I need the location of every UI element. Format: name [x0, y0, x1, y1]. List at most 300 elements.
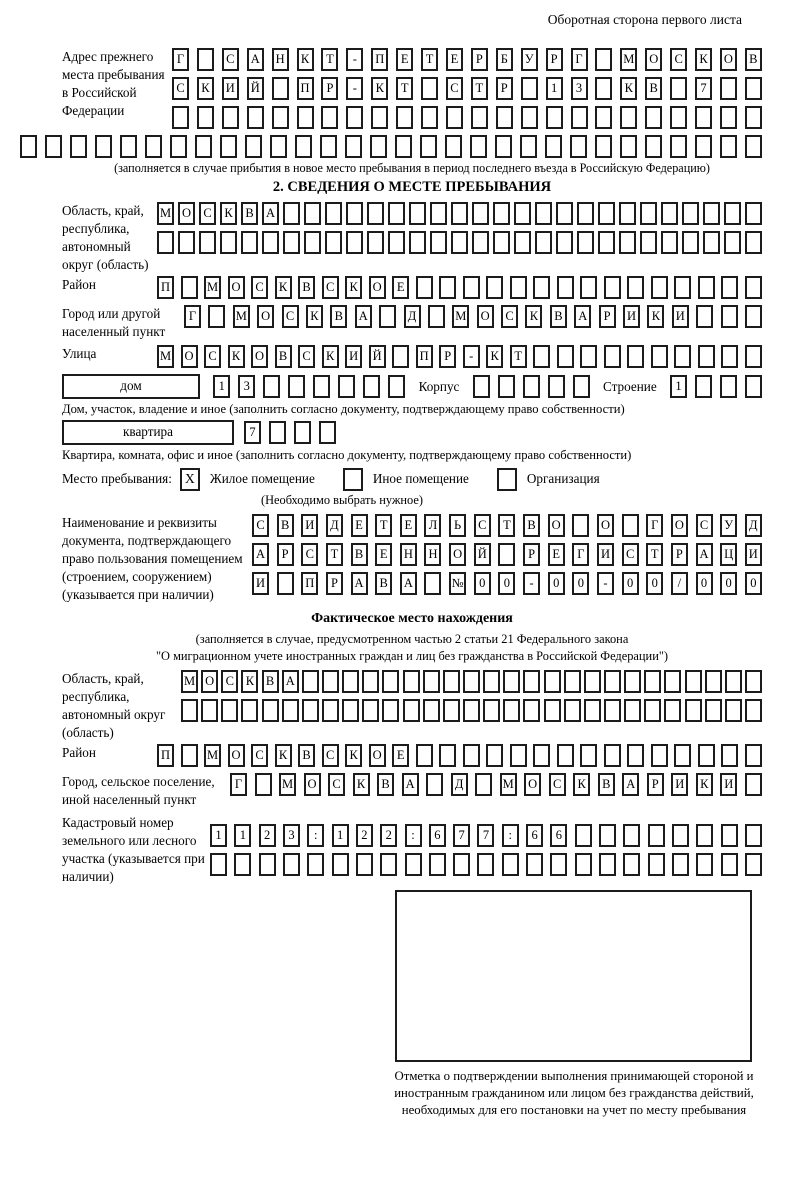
char-cell[interactable]: Р — [671, 543, 688, 566]
char-cell[interactable] — [745, 135, 762, 158]
char-cell[interactable]: М — [620, 48, 637, 71]
char-cell[interactable]: С — [670, 48, 687, 71]
char-cell[interactable]: С — [446, 77, 463, 100]
stay-type-checkbox-residential[interactable]: X — [180, 468, 200, 491]
char-cell[interactable] — [698, 345, 715, 368]
char-cell[interactable]: А — [696, 543, 713, 566]
char-cell[interactable]: Р — [439, 345, 456, 368]
char-cell[interactable]: 7 — [244, 421, 261, 444]
char-cell[interactable] — [599, 824, 616, 847]
char-cell[interactable] — [595, 106, 612, 129]
char-cell[interactable] — [405, 853, 422, 876]
char-cell[interactable] — [283, 202, 300, 225]
char-cell[interactable]: И — [720, 773, 737, 796]
char-cell[interactable] — [295, 135, 312, 158]
char-cell[interactable]: В — [745, 48, 762, 71]
char-cell[interactable] — [430, 231, 447, 254]
char-cell[interactable] — [380, 853, 397, 876]
char-cell[interactable]: Г — [230, 773, 247, 796]
char-cell[interactable] — [471, 106, 488, 129]
char-cell[interactable]: К — [353, 773, 370, 796]
char-cell[interactable] — [426, 773, 443, 796]
char-cell[interactable] — [272, 77, 289, 100]
char-cell[interactable] — [550, 853, 567, 876]
char-cell[interactable] — [453, 853, 470, 876]
char-cell[interactable] — [672, 824, 689, 847]
char-cell[interactable]: Р — [277, 543, 294, 566]
char-cell[interactable] — [288, 375, 305, 398]
char-cell[interactable]: И — [222, 77, 239, 100]
char-cell[interactable] — [362, 699, 379, 722]
char-cell[interactable] — [379, 305, 396, 328]
char-cell[interactable] — [627, 276, 644, 299]
char-cell[interactable] — [325, 202, 342, 225]
char-cell[interactable]: О — [548, 514, 565, 537]
char-cell[interactable] — [598, 231, 615, 254]
char-cell[interactable]: С — [622, 543, 639, 566]
char-cell[interactable] — [477, 853, 494, 876]
char-cell[interactable] — [388, 375, 405, 398]
char-cell[interactable] — [421, 106, 438, 129]
char-cell[interactable] — [696, 824, 713, 847]
char-cell[interactable] — [241, 231, 258, 254]
char-cell[interactable] — [745, 106, 762, 129]
char-cell[interactable]: О — [645, 48, 662, 71]
char-cell[interactable]: 1 — [546, 77, 563, 100]
char-cell[interactable] — [661, 202, 678, 225]
char-cell[interactable] — [674, 744, 691, 767]
char-cell[interactable] — [420, 135, 437, 158]
char-cell[interactable]: С — [322, 276, 339, 299]
char-cell[interactable] — [514, 231, 531, 254]
char-cell[interactable]: Р — [321, 77, 338, 100]
char-cell[interactable] — [724, 231, 741, 254]
char-cell[interactable] — [557, 345, 574, 368]
char-cell[interactable] — [283, 853, 300, 876]
char-cell[interactable]: Ь — [449, 514, 466, 537]
char-cell[interactable] — [199, 231, 216, 254]
char-cell[interactable]: Й — [247, 77, 264, 100]
char-cell[interactable]: В — [298, 744, 315, 767]
char-cell[interactable] — [546, 106, 563, 129]
char-cell[interactable] — [332, 853, 349, 876]
char-cell[interactable] — [445, 135, 462, 158]
char-cell[interactable] — [627, 345, 644, 368]
char-cell[interactable] — [685, 699, 702, 722]
char-cell[interactable]: Е — [392, 276, 409, 299]
char-cell[interactable]: Т — [396, 77, 413, 100]
char-cell[interactable] — [443, 670, 460, 693]
char-cell[interactable]: К — [306, 305, 323, 328]
char-cell[interactable] — [577, 231, 594, 254]
char-cell[interactable] — [620, 106, 637, 129]
char-cell[interactable]: К — [695, 48, 712, 71]
char-cell[interactable]: Н — [424, 543, 441, 566]
char-cell[interactable]: Т — [646, 543, 663, 566]
char-cell[interactable] — [423, 699, 440, 722]
char-cell[interactable]: А — [355, 305, 372, 328]
char-cell[interactable]: К — [371, 77, 388, 100]
char-cell[interactable] — [745, 853, 762, 876]
char-cell[interactable]: Н — [272, 48, 289, 71]
char-cell[interactable]: С — [199, 202, 216, 225]
char-cell[interactable]: А — [351, 572, 368, 595]
char-cell[interactable] — [573, 375, 590, 398]
char-cell[interactable] — [472, 202, 489, 225]
char-cell[interactable] — [294, 421, 311, 444]
char-cell[interactable]: С — [221, 670, 238, 693]
char-cell[interactable]: А — [402, 773, 419, 796]
char-cell[interactable] — [451, 202, 468, 225]
char-cell[interactable] — [670, 77, 687, 100]
char-cell[interactable] — [580, 744, 597, 767]
char-cell[interactable] — [277, 572, 294, 595]
char-cell[interactable]: 7 — [695, 77, 712, 100]
char-cell[interactable]: М — [279, 773, 296, 796]
char-cell[interactable] — [745, 670, 762, 693]
char-cell[interactable] — [721, 305, 738, 328]
char-cell[interactable] — [721, 276, 738, 299]
char-cell[interactable] — [682, 231, 699, 254]
char-cell[interactable] — [705, 699, 722, 722]
char-cell[interactable] — [698, 276, 715, 299]
char-cell[interactable] — [644, 670, 661, 693]
char-cell[interactable] — [557, 276, 574, 299]
char-cell[interactable]: В — [275, 345, 292, 368]
char-cell[interactable]: И — [597, 543, 614, 566]
char-cell[interactable] — [428, 305, 445, 328]
char-cell[interactable]: Т — [510, 345, 527, 368]
char-cell[interactable] — [564, 699, 581, 722]
char-cell[interactable]: А — [252, 543, 269, 566]
char-cell[interactable]: 2 — [356, 824, 373, 847]
char-cell[interactable] — [222, 106, 239, 129]
char-cell[interactable] — [272, 106, 289, 129]
char-cell[interactable] — [544, 670, 561, 693]
char-cell[interactable] — [302, 699, 319, 722]
char-cell[interactable]: Д — [451, 773, 468, 796]
char-cell[interactable] — [498, 375, 515, 398]
char-cell[interactable] — [120, 135, 137, 158]
char-cell[interactable]: Г — [172, 48, 189, 71]
char-cell[interactable] — [270, 135, 287, 158]
char-cell[interactable] — [604, 345, 621, 368]
char-cell[interactable] — [259, 853, 276, 876]
char-cell[interactable] — [533, 345, 550, 368]
char-cell[interactable] — [670, 135, 687, 158]
char-cell[interactable] — [698, 744, 715, 767]
char-cell[interactable] — [564, 670, 581, 693]
char-cell[interactable] — [745, 77, 762, 100]
char-cell[interactable] — [720, 77, 737, 100]
char-cell[interactable]: К — [241, 670, 258, 693]
char-cell[interactable]: 2 — [259, 824, 276, 847]
char-cell[interactable]: О — [597, 514, 614, 537]
char-cell[interactable] — [463, 670, 480, 693]
char-cell[interactable]: - — [346, 48, 363, 71]
char-cell[interactable]: : — [307, 824, 324, 847]
char-cell[interactable] — [470, 135, 487, 158]
char-cell[interactable] — [157, 231, 174, 254]
char-cell[interactable]: Е — [375, 543, 392, 566]
char-cell[interactable]: В — [298, 276, 315, 299]
char-cell[interactable]: О — [524, 773, 541, 796]
char-cell[interactable]: 0 — [622, 572, 639, 595]
char-cell[interactable]: - — [597, 572, 614, 595]
char-cell[interactable]: О — [720, 48, 737, 71]
char-cell[interactable] — [721, 853, 738, 876]
char-cell[interactable] — [580, 276, 597, 299]
char-cell[interactable]: 6 — [550, 824, 567, 847]
char-cell[interactable] — [695, 135, 712, 158]
char-cell[interactable] — [302, 670, 319, 693]
char-cell[interactable]: К — [197, 77, 214, 100]
char-cell[interactable] — [721, 744, 738, 767]
char-cell[interactable]: Т — [498, 514, 515, 537]
char-cell[interactable]: Н — [400, 543, 417, 566]
char-cell[interactable] — [595, 77, 612, 100]
char-cell[interactable]: М — [204, 276, 221, 299]
char-cell[interactable] — [510, 276, 527, 299]
char-cell[interactable] — [325, 231, 342, 254]
char-cell[interactable] — [619, 231, 636, 254]
char-cell[interactable]: К — [228, 345, 245, 368]
char-cell[interactable]: - — [523, 572, 540, 595]
char-cell[interactable]: К — [525, 305, 542, 328]
stay-type-checkbox-other[interactable] — [343, 468, 363, 491]
char-cell[interactable] — [503, 699, 520, 722]
char-cell[interactable]: К — [275, 276, 292, 299]
char-cell[interactable] — [210, 853, 227, 876]
char-cell[interactable]: О — [228, 744, 245, 767]
char-cell[interactable]: С — [222, 48, 239, 71]
char-cell[interactable] — [396, 106, 413, 129]
char-cell[interactable] — [20, 135, 37, 158]
char-cell[interactable] — [234, 853, 251, 876]
char-cell[interactable] — [526, 853, 543, 876]
char-cell[interactable] — [580, 345, 597, 368]
char-cell[interactable] — [346, 202, 363, 225]
char-cell[interactable]: О — [369, 276, 386, 299]
char-cell[interactable]: О — [201, 670, 218, 693]
char-cell[interactable]: О — [181, 345, 198, 368]
char-cell[interactable]: Й — [474, 543, 491, 566]
char-cell[interactable] — [382, 670, 399, 693]
char-cell[interactable] — [472, 231, 489, 254]
char-cell[interactable] — [695, 106, 712, 129]
char-cell[interactable] — [220, 135, 237, 158]
char-cell[interactable]: № — [449, 572, 466, 595]
char-cell[interactable]: П — [157, 744, 174, 767]
char-cell[interactable] — [720, 106, 737, 129]
char-cell[interactable]: О — [369, 744, 386, 767]
char-cell[interactable]: 0 — [548, 572, 565, 595]
char-cell[interactable] — [745, 744, 762, 767]
char-cell[interactable]: : — [405, 824, 422, 847]
char-cell[interactable] — [320, 135, 337, 158]
char-cell[interactable]: П — [297, 77, 314, 100]
char-cell[interactable] — [623, 824, 640, 847]
char-cell[interactable] — [575, 824, 592, 847]
char-cell[interactable] — [622, 514, 639, 537]
char-cell[interactable] — [572, 514, 589, 537]
stay-type-checkbox-organization[interactable] — [497, 468, 517, 491]
char-cell[interactable]: С — [251, 276, 268, 299]
char-cell[interactable] — [510, 744, 527, 767]
char-cell[interactable]: К — [620, 77, 637, 100]
char-cell[interactable]: 7 — [477, 824, 494, 847]
char-cell[interactable]: О — [449, 543, 466, 566]
char-cell[interactable]: В — [241, 202, 258, 225]
char-cell[interactable] — [70, 135, 87, 158]
char-cell[interactable] — [463, 744, 480, 767]
char-cell[interactable]: А — [622, 773, 639, 796]
char-cell[interactable] — [496, 106, 513, 129]
char-cell[interactable] — [197, 48, 214, 71]
char-cell[interactable] — [392, 345, 409, 368]
char-cell[interactable]: С — [301, 543, 318, 566]
char-cell[interactable] — [283, 231, 300, 254]
apartment-type-box[interactable]: квартира — [62, 420, 234, 445]
char-cell[interactable] — [521, 106, 538, 129]
char-cell[interactable]: М — [500, 773, 517, 796]
char-cell[interactable] — [403, 699, 420, 722]
char-cell[interactable] — [181, 699, 198, 722]
char-cell[interactable]: Е — [396, 48, 413, 71]
char-cell[interactable]: Р — [599, 305, 616, 328]
char-cell[interactable]: С — [172, 77, 189, 100]
char-cell[interactable] — [439, 276, 456, 299]
char-cell[interactable] — [514, 202, 531, 225]
char-cell[interactable]: К — [573, 773, 590, 796]
char-cell[interactable] — [367, 231, 384, 254]
char-cell[interactable] — [170, 135, 187, 158]
char-cell[interactable] — [557, 744, 574, 767]
char-cell[interactable]: Д — [404, 305, 421, 328]
char-cell[interactable] — [269, 421, 286, 444]
char-cell[interactable] — [486, 744, 503, 767]
char-cell[interactable] — [45, 135, 62, 158]
char-cell[interactable] — [345, 135, 362, 158]
char-cell[interactable] — [627, 744, 644, 767]
char-cell[interactable] — [297, 106, 314, 129]
char-cell[interactable] — [651, 276, 668, 299]
char-cell[interactable] — [520, 135, 537, 158]
char-cell[interactable] — [195, 135, 212, 158]
char-cell[interactable]: И — [252, 572, 269, 595]
char-cell[interactable]: С — [251, 744, 268, 767]
char-cell[interactable] — [645, 106, 662, 129]
char-cell[interactable] — [430, 202, 447, 225]
char-cell[interactable] — [439, 744, 456, 767]
char-cell[interactable] — [493, 231, 510, 254]
char-cell[interactable] — [604, 670, 621, 693]
char-cell[interactable] — [595, 48, 612, 71]
char-cell[interactable] — [201, 699, 218, 722]
char-cell[interactable]: К — [275, 744, 292, 767]
char-cell[interactable]: К — [297, 48, 314, 71]
char-cell[interactable] — [577, 202, 594, 225]
char-cell[interactable]: И — [301, 514, 318, 537]
char-cell[interactable]: К — [647, 305, 664, 328]
char-cell[interactable]: 6 — [526, 824, 543, 847]
char-cell[interactable] — [623, 853, 640, 876]
char-cell[interactable]: И — [623, 305, 640, 328]
char-cell[interactable]: И — [672, 305, 689, 328]
char-cell[interactable]: М — [452, 305, 469, 328]
char-cell[interactable]: Т — [375, 514, 392, 537]
char-cell[interactable]: И — [671, 773, 688, 796]
char-cell[interactable]: Т — [421, 48, 438, 71]
char-cell[interactable] — [604, 744, 621, 767]
char-cell[interactable] — [640, 202, 657, 225]
char-cell[interactable]: В — [598, 773, 615, 796]
char-cell[interactable]: Р — [496, 77, 513, 100]
char-cell[interactable] — [322, 670, 339, 693]
char-cell[interactable]: Г — [572, 543, 589, 566]
char-cell[interactable]: 3 — [571, 77, 588, 100]
char-cell[interactable] — [423, 670, 440, 693]
char-cell[interactable] — [651, 345, 668, 368]
char-cell[interactable]: В — [645, 77, 662, 100]
char-cell[interactable]: С — [549, 773, 566, 796]
char-cell[interactable]: Т — [321, 48, 338, 71]
char-cell[interactable] — [416, 276, 433, 299]
char-cell[interactable]: : — [502, 824, 519, 847]
char-cell[interactable] — [682, 202, 699, 225]
char-cell[interactable] — [640, 231, 657, 254]
char-cell[interactable] — [181, 276, 198, 299]
char-cell[interactable] — [545, 135, 562, 158]
char-cell[interactable] — [342, 699, 359, 722]
char-cell[interactable] — [220, 231, 237, 254]
char-cell[interactable] — [475, 773, 492, 796]
char-cell[interactable]: Й — [369, 345, 386, 368]
char-cell[interactable] — [535, 202, 552, 225]
char-cell[interactable] — [362, 670, 379, 693]
char-cell[interactable]: С — [322, 744, 339, 767]
char-cell[interactable] — [619, 202, 636, 225]
char-cell[interactable]: С — [328, 773, 345, 796]
char-cell[interactable] — [382, 699, 399, 722]
char-cell[interactable] — [672, 853, 689, 876]
char-cell[interactable] — [409, 202, 426, 225]
char-cell[interactable] — [745, 824, 762, 847]
char-cell[interactable]: 1 — [332, 824, 349, 847]
char-cell[interactable]: М — [204, 744, 221, 767]
char-cell[interactable] — [548, 375, 565, 398]
char-cell[interactable] — [262, 231, 279, 254]
char-cell[interactable] — [745, 773, 762, 796]
char-cell[interactable] — [486, 276, 503, 299]
char-cell[interactable] — [446, 106, 463, 129]
char-cell[interactable]: Д — [326, 514, 343, 537]
char-cell[interactable]: В — [262, 670, 279, 693]
char-cell[interactable] — [724, 202, 741, 225]
char-cell[interactable]: С — [298, 345, 315, 368]
char-cell[interactable] — [745, 305, 762, 328]
char-cell[interactable] — [535, 231, 552, 254]
char-cell[interactable]: - — [346, 77, 363, 100]
char-cell[interactable] — [338, 375, 355, 398]
char-cell[interactable] — [745, 276, 762, 299]
char-cell[interactable]: 1 — [670, 375, 687, 398]
char-cell[interactable]: О — [228, 276, 245, 299]
char-cell[interactable] — [178, 231, 195, 254]
char-cell[interactable] — [648, 853, 665, 876]
char-cell[interactable]: Г — [184, 305, 201, 328]
char-cell[interactable]: В — [330, 305, 347, 328]
